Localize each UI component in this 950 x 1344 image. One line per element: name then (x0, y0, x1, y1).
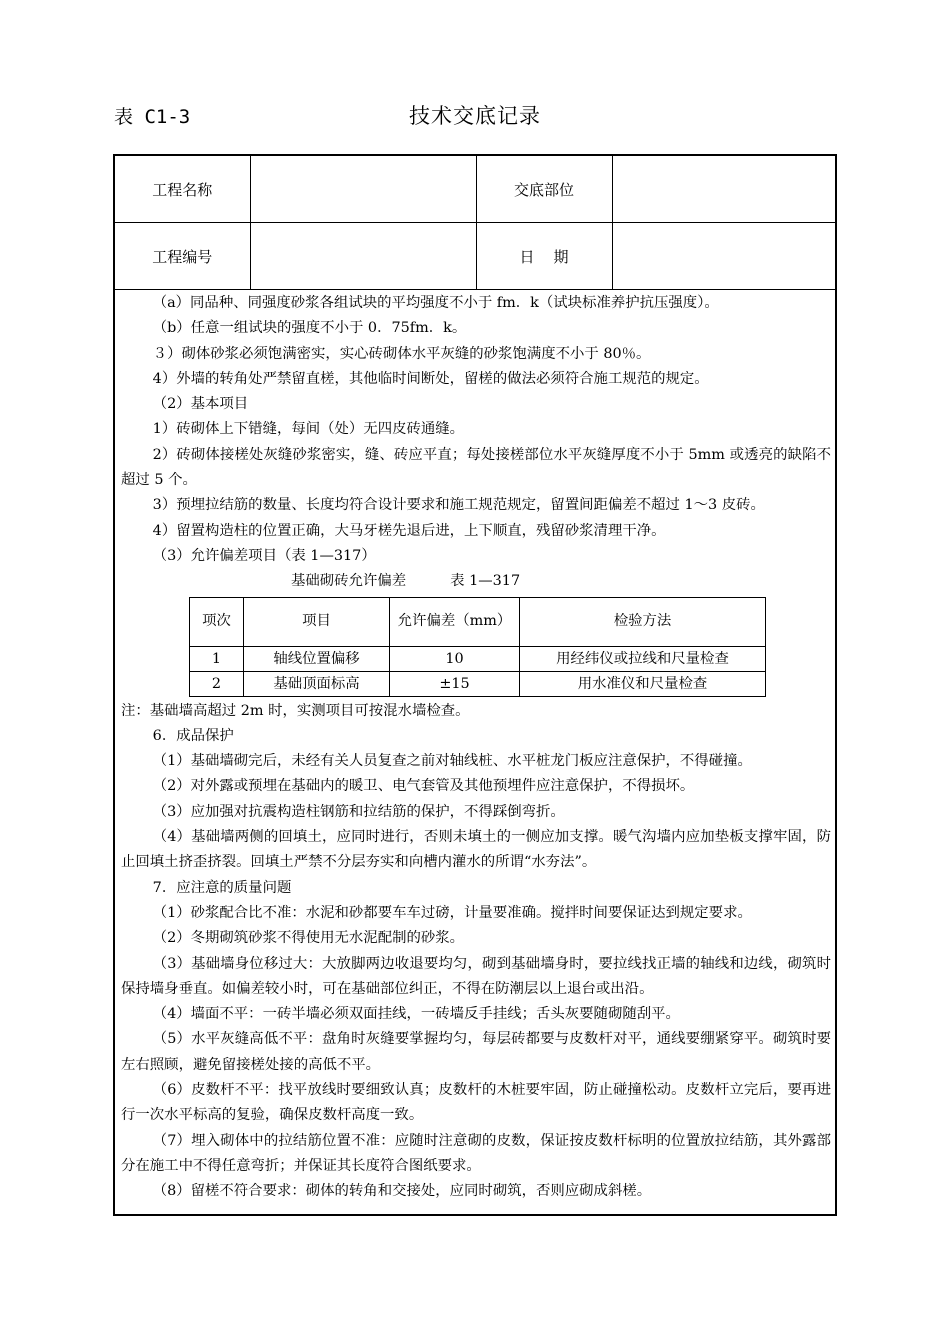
cell-item: 轴线位置偏移 (244, 646, 390, 671)
paragraph: （8）留槎不符合要求：砌体的转角和交接处，应同时砌筑，否则应砌成斜槎。 (152, 1183, 652, 1200)
paragraph: （3）应加强对抗震构造柱钢筋和拉结筋的保护，不得踩倒弯折。 (152, 803, 565, 820)
paragraph: （4）墙面不平：一砖半墙必须双面挂线，一砖墙反手挂线；舌头灰要随砌随刮平。 (152, 1006, 680, 1023)
col-header-tolerance: 允许偏差（mm） (390, 597, 520, 646)
project-name-label: 工程名称 (115, 156, 250, 223)
disclosure-part-field[interactable] (612, 156, 835, 223)
project-info-table (115, 156, 835, 290)
paragraph: （a）同品种、同强度砂浆各组试块的平均强度不小于 fm．k（试块标准养护抗压强度）。 (152, 295, 719, 311)
paragraph: （5）水平灰缝高低不平：盘角时灰缝要掌握均匀，每层砖都要与皮数杆对平，通线要绷紧穿平。砌筑时要左右照顾，避免留接槎处接的高低不平。 (121, 1031, 831, 1073)
cell-index: 1 (190, 646, 244, 671)
paragraph: （6）皮数杆不平：找平放线时要细致认真；皮数杆的木桩要牢固，防止碰撞松动。皮数杆立完后，要再进行一次水平标高的复验，确保皮数杆高度一致。 (121, 1082, 831, 1124)
paragraph: （7）埋入砌体中的拉结筋位置不准：应随时注意砌的皮数，保证按皮数杆标明的位置放拉结筋，其外露部分在施工中不得任意弯折；并保证其长度符合图纸要求。 (121, 1132, 831, 1174)
paragraph: （2）对外露或预埋在基础内的暖卫、电气套管及其他预埋件应注意保护，不得损坏。 (152, 778, 695, 795)
disclosure-part-label: 交底部位 (476, 156, 612, 223)
disclosure-content (121, 291, 831, 1205)
cell-tolerance: 10 (390, 646, 520, 671)
info-row (115, 156, 835, 223)
paragraph: （1）基础墙砌完后，未经有关人员复查之前对轴线桩、水平桩龙门板应注意保护，不得碰撞。 (152, 753, 752, 770)
section-heading: （2）基本项目 (152, 396, 249, 413)
record-frame (113, 154, 837, 1216)
table-row (190, 671, 766, 696)
cell-index: 2 (190, 671, 244, 696)
paragraph: 4）留置构造柱的位置正确，大马牙槎先退后进，上下顺直，残留砂浆清理干净。 (152, 522, 666, 539)
paragraph: 1）砖砌体上下错缝，每间（处）无四皮砖通缝。 (152, 421, 465, 438)
col-header-index: 项次 (190, 597, 244, 646)
date-field[interactable] (612, 223, 835, 290)
table-number: 表 1—317 (450, 573, 521, 590)
document-title: 技术交底记录 (409, 104, 541, 128)
section-heading: （3）允许偏差项目（表 1—317） (152, 547, 376, 564)
col-header-method: 检验方法 (520, 597, 766, 646)
project-name-field[interactable] (250, 156, 476, 223)
paragraph: （1）砂浆配合比不准：水泥和砂都要车车过磅，计量要准确。搅拌时间要保证达到规定要求。 (152, 904, 752, 921)
table-caption (121, 569, 831, 594)
form-code: 表 C1-3 (114, 106, 191, 128)
table-caption-text: 基础砌砖允许偏差 (291, 573, 407, 590)
paragraph: （4）基础墙两侧的回填土，应同时进行，否则未填土的一侧应加支撑。暖气沟墙内应加垫板支撑牢固，防止回填土挤歪挤裂。回填土严禁不分层夯实和向槽内灌水的所谓“水夯法”。 (121, 829, 831, 871)
paragraph: 2）砖砌体接槎处灰缝砂浆密实，缝、砖应平直；每处接槎部位水平灰缝厚度不小于 5mm 或透亮的缺陷不超过 5 个。 (121, 446, 831, 489)
date-label: 日 期 (476, 223, 612, 290)
paragraph: （b）任意一组试块的强度不小于 0．75fm．k。 (152, 320, 467, 337)
paragraph: （2）冬期砌筑砂浆不得使用无水泥配制的砂浆。 (152, 930, 465, 947)
section-heading: 6．成品保护 (152, 727, 234, 744)
project-number-field[interactable] (250, 223, 476, 290)
cell-method: 用经纬仪或拉线和尺量检查 (520, 646, 766, 671)
col-header-item: 项目 (244, 597, 390, 646)
info-row (115, 223, 835, 290)
section-heading: 7．应注意的质量问题 (152, 879, 292, 896)
cell-method: 用水准仪和尺量检查 (520, 671, 766, 696)
paragraph: 4）外墙的转角处严禁留直槎，其他临时间断处，留槎的做法必须符合施工规范的规定。 (152, 370, 709, 387)
project-number-label: 工程编号 (115, 223, 250, 290)
tolerance-header-row (190, 597, 766, 646)
paragraph: 3）预埋拉结筋的数量、长度均符合设计要求和施工规范规定，留置间距偏差不超过 1～3 皮砖。 (152, 497, 765, 514)
paragraph: ３）砌体砂浆必须饱满密实，实心砖砌体水平灰缝的砂浆饱满度不小于 80％。 (152, 345, 651, 362)
paragraph: （3）基础墙身位移过大：大放脚两边收退要均匀，砌到基础墙身时，要拉线找正墙的轴线和边线，砌筑时保持墙身垂直。如偏差较小时，可在基础部位纠正，不得在防潮层以上退台或出沿。 (121, 955, 831, 997)
cell-tolerance: ±15 (390, 671, 520, 696)
table-row (190, 646, 766, 671)
cell-item: 基础顶面标高 (244, 671, 390, 696)
table-note: 注：基础墙高超过 2m 时，实测项目可按混水墙检查。 (121, 702, 470, 719)
tolerance-table (189, 597, 766, 697)
